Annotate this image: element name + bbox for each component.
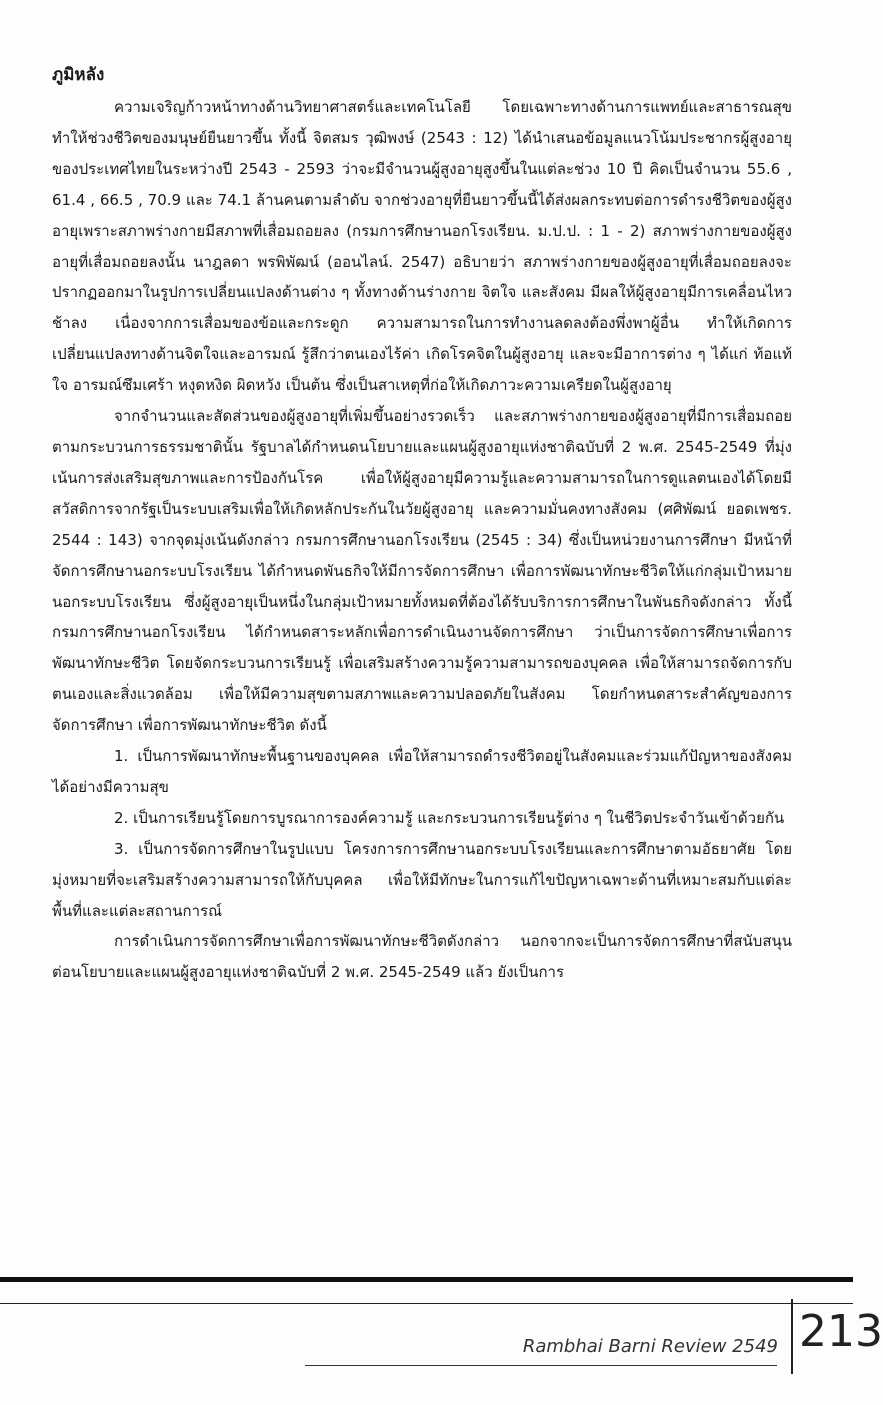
section-heading: ภูมิหลัง (52, 65, 105, 85)
page-number-divider (791, 1299, 793, 1374)
journal-title: Rambhai Barni Review 2549 (522, 1336, 778, 1357)
paragraph-conclusion: การดำเนินการจัดการศึกษาเพื่อการพัฒนาทักษะชีวิตดังกล่าว นอกจากจะเป็นการจัดการศึกษาที่สนับสนุนต่อนโยบายและแผนผู้สูงอายุแห่งชาติฉบับที่ 2 พ.ศ. 2545-2549 แล้ว ยังเป็นการ (52, 932, 792, 982)
list-item-3: 3. เป็นการจัดการศึกษาในรูปแบบ โครงการการศึกษานอกระบบโรงเรียนและการศึกษาตามอัธยาศัย โดยมุ่งหมายที่จะเสริมสร้างความสามารถให้กับบุคคล เพื่อให้มีทักษะในการแก้ไขปัญหาเฉพาะด้านที่เหมาะสมกับแต่ละพื้นที่และแต่ละสถานการณ์ (52, 839, 792, 920)
list-item-1: 1. เป็นการพัฒนาทักษะพื้นฐานของบุคคล เพื่อให้สามารถดำรงชีวิตอยู่ในสังคมและร่วมแก้ปัญหาของสังคมได้อย่างมีความสุข (52, 747, 792, 796)
body-text (52, 60, 792, 988)
page-number: 213 (799, 1306, 883, 1357)
footer-rule-thick (0, 1277, 853, 1282)
footer-rule-thin (0, 1303, 853, 1304)
paragraph-policy: จากจำนวนและสัดส่วนของผู้สูงอายุที่เพิ่มขึ้นอย่างรวดเร็ว และสภาพร่างกายของผู้สูงอายุที่มีการเสื่อมถอยตามกระบวนการธรรมชาตินั้น รัฐบาลได้กำหนดนโยบายและแผนผู้สูงอายุแห่งชาติฉบับที่ 2 พ.ศ. 2545-2549 ที่มุ่งเน้นการส่งเสริมสุขภาพและการป้องกันโรค เพื่อให้ผู้สูงอายุมีความรู้และความสามารถในการดูแลตนเองได้โดยมีสวัสดิการจากรัฐเป็นระบบเสริมเพื่อให้เกิดหลักประกันในวัยผู้สูงอายุ และความมั่นคงทางสังคม (ศศิพัฒน์ ยอดเพชร. 2544 : 143) จากจุดมุ่งเน้นดังกล่าว กรมการศึกษานอกโรงเรียน (2545 : 34) ซึ่งเป็นหน่วยงานการศึกษา มีหน้าที่จัดการศึกษานอกระบบโรงเรียน ได้กำหนดพันธกิจให้มีการจัดการศึกษา เพื่อการพัฒนาทักษะชีวิตให้แก่กลุ่มเป้าหมายนอกระบบโรงเรียน ซึ่งผู้สูงอายุเป็นหนึ่งในกลุ่มเป้าหมายทั้งหมดที่ต้องได้รับบริการการศึกษาในพันธกิจดังกล่าว ทั้งนี้ กรมการศึกษานอกโรงเรียน ได้กำหนดสาระหลักเพื่อการดำเนินงานจัดการศึกษา ว่าเป็นการจัดการศึกษาเพื่อการพัฒนาทักษะชีวิต โดยจัดกระบวนการเรียนรู้ เพื่อเสริมสร้างความรู้ความสามารถของบุคคล เพื่อให้สามารถจัดการกับตนเองและสิ่งแวดล้อม เพื่อให้มีความสุขตามสภาพและความปลอดภัยในสังคม โดยกำหนดสาระสำคัญของการจัดการศึกษา เพื่อการพัฒนาทักษะชีวิต ดังนี้ (52, 407, 792, 735)
paragraph-background: ความเจริญก้าวหน้าทางด้านวิทยาศาสตร์และเทคโนโลยี โดยเฉพาะทางด้านการแพทย์และสาธารณสุข ทำให้ช่วงชีวิตของมนุษย์ยืนยาวขึ้น ทั้งนี้ จิตสมร วุฒิพงษ์ (2543 : 12) ได้นำเสนอข้อมูลแนวโน้มประชากรผู้สูงอายุของประเทศไทยในระหว่างปี 2543 - 2593 ว่าจะมีจำนวนผู้สูงอายุสูงขึ้นในแต่ละช่วง 10 ปี คิดเป็นจำนวน 55.6 , 61.4 , 66.5 , 70.9 และ 74.1 ล้านคนตามลำดับ จากช่วงอายุที่ยืนยาวขึ้นนี้ได้ส่งผลกระทบต่อการดำรงชีวิตของผู้สูงอายุเพราะสภาพร่างกายมีสภาพที่เสื่อมถอยลง (กรมการศึกษานอกโรงเรียน. ม.ป.ป. : 1 - 2) สภาพร่างกายของผู้สูงอายุที่เสื่อมถอยลงนั้น นาฎลดา พรพิพัฒน์ (ออนไลน์. 2547) อธิบายว่า สภาพร่างกายของผู้สูงอายุที่เสื่อมถอยลงจะปรากฏออกมาในรูปการเปลี่ยนแปลงด้านต่าง ๆ ทั้งทางด้านร่างกาย จิตใจ และสังคม มีผลให้ผู้สูงอายุมีการเคลื่อนไหวช้าลง เนื่องจากการเสื่อมของข้อและกระดูก ความสามารถในการทำงานลดลงต้องพึ่งพาผู้อื่น ทำให้เกิดการเปลี่ยนแปลงทางด้านจิตใจและอารมณ์ รู้สึกว่าตนเองไร้ค่า เกิดโรคจิตในผู้สูงอายุ และจะมีอาการต่าง ๆ ได้แก่ ท้อแท้ใจ อารมณ์ซึมเศร้า หงุดหงิด ผิดหวัง เป็นต้น ซึ่งเป็นสาเหตุที่ก่อให้เกิดภาวะความเครียดในผู้สูงอายุ (52, 98, 792, 395)
footer-underline (305, 1365, 777, 1366)
list-item-2: 2. เป็นการเรียนรู้โดยการบูรณาการองค์ความรู้ และกระบวนการเรียนรู้ต่าง ๆ ในชีวิตประจำวันเข้าด้วยกัน (114, 808, 785, 827)
